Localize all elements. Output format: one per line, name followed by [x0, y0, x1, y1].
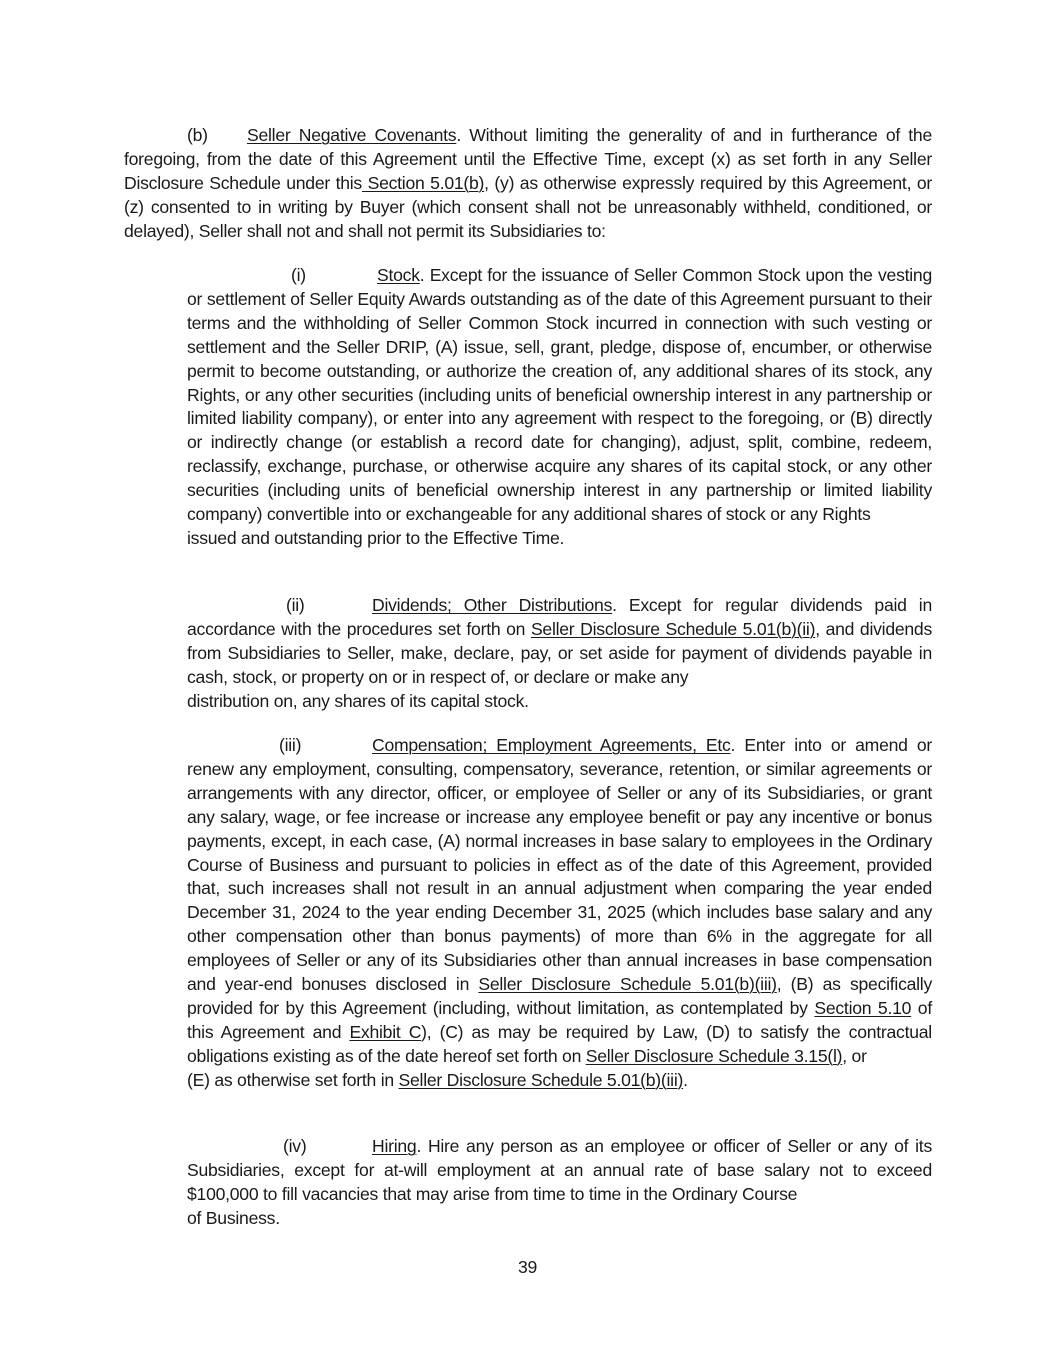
page-number: 39	[517, 1257, 538, 1277]
section-b-paragraph	[124, 124, 932, 244]
item-text: . Except for regular dividends paid in accordance with the procedures set forth on	[187, 595, 932, 639]
item-text: . Enter into or amend or renew any employment, consulting, compensatory, severance, retention, or similar agreements or arrangements with any director, officer, or employee of Seller or any of its Subsidiaries, or grant any salary, wage, or fee increase or increase any employee benefit or pay any incentive or bonus payments, except, in each case, (A) normal increases in base salary to employees in the Ordinary Course of Business and pursuant to policies in effect as of the date of this Agreement, provided that, such increases shall not result in an annual adjustment when comparing the year ended December 31, 2024 to the year ending December 31, 2025 (which includes base salary and any other compensation other than bonus payments) of more than 6% in the aggregate for all employees of Seller or any of its Subsidiaries other than annual increases in base compensation and year-end bonuses disclosed in	[187, 735, 932, 995]
item-last-line: distribution on, any shares of its capital stock.	[187, 690, 529, 711]
item-heading: Hiring	[372, 1136, 417, 1156]
item-text: of this Agreement and	[187, 997, 932, 1042]
item-heading: Dividends; Other Distributions	[372, 595, 613, 615]
cross-reference: Seller Disclosure Schedule 3.15(l)	[585, 1045, 843, 1066]
cross-reference: Section 5.01(b)	[361, 172, 485, 193]
section-text: . Without limiting the generality of and in furtherance of the foregoing, from the date of this Agreement until the Effective Time, except (x) as set forth in any Seller Disclosure Schedule under this	[124, 125, 932, 193]
cross-reference: Seller Disclosure Schedule 5.01(b)(ii)	[530, 618, 816, 639]
cross-reference: Section 5.10	[814, 997, 912, 1018]
item-last-line: of Business.	[187, 1207, 280, 1228]
item-heading: Compensation; Employment Agreements, Etc	[372, 735, 731, 755]
item-ii-paragraph	[187, 594, 932, 714]
item-text: .	[683, 1069, 688, 1090]
cross-reference: Exhibit C	[349, 1021, 422, 1042]
item-label: (iv)	[283, 1136, 307, 1156]
section-heading: Seller Negative Covenants	[247, 125, 457, 145]
item-text: . Except for the issuance of Seller Common Stock upon the vesting or settlement of Seller Equity Awards outstanding as of the date of this Agreement pursuant to their terms and the withholding of Seller Common Stock incurred in connection with such vesting or settlement and the Seller DRIP, (A) issue, sell, grant, pledge, dispose of, encumber, or otherwise permit to become outstanding, or authorize the creation of, any additional shares of its stock, any Rights, or any other securities (including units of beneficial ownership interest in any partnership or limited liability company), or enter into any agreement with respect to the foregoing, or (B) directly or indirectly change (or establish a record date for changing), adjust, split, combine, redeem, reclassify, exchange, purchase, or otherwise acquire any shares of its capital stock, or any other securities (including units of beneficial ownership interest in any partnership or limited liability company) convertible into or exchangeable for any additional shares of stock or any Rights	[187, 265, 932, 525]
item-text: ), (C) as may be required by Law, (D) to satisfy the contractual obligations existing as of the date hereof set forth on	[187, 1021, 932, 1066]
item-label: (ii)	[286, 595, 305, 615]
item-text: , (B) as specifically provided for by this Agreement (including, without limitation, as contemplated by	[187, 974, 933, 1018]
item-iii-paragraph	[187, 734, 932, 1093]
item-heading: Stock	[377, 265, 420, 285]
item-last-line	[187, 1069, 932, 1093]
item-last-line: issued and outstanding prior to the Effective Time.	[187, 527, 565, 548]
item-text: , and dividends from Subsidiaries to Seller, make, declare, pay, or set aside for payment of dividends payable in cash, stock, or property on or in respect of, or declare or make any	[187, 618, 933, 687]
item-text: , or	[842, 1045, 867, 1066]
item-text: (E) as otherwise set forth in	[187, 1069, 399, 1090]
item-i-paragraph	[187, 264, 932, 551]
item-label: (i)	[291, 265, 306, 285]
item-label: (iii)	[279, 735, 302, 755]
section-label: (b)	[187, 125, 208, 145]
item-iv-paragraph	[187, 1135, 932, 1231]
item-text: . Hire any person as an employee or officer of Seller or any of its Subsidiaries, except for at-will employment at an annual rate of base salary not to exceed $100,000 to fill vacancies that may arise from time to time in the Ordinary Course	[187, 1136, 932, 1204]
cross-reference: Seller Disclosure Schedule 5.01(b)(iii)	[398, 1069, 684, 1090]
section-text: , (y) as otherwise expressly required by this Agreement, or (z) consented to in writing by Buyer (which consent shall not be unreasonably withheld, conditioned, or delayed), Seller shall not and shall not permit its Subsidiaries to:	[124, 172, 932, 241]
cross-reference: Seller Disclosure Schedule 5.01(b)(iii)	[478, 974, 777, 995]
